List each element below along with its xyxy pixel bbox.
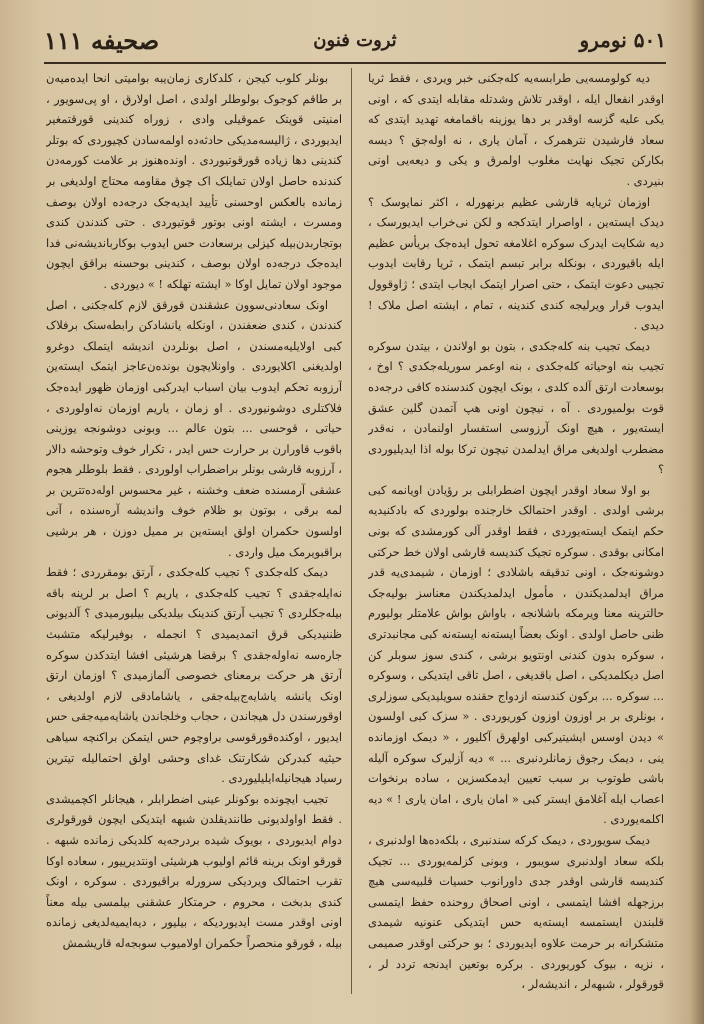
paragraph: بونلر کلوب کیجن ، کلدکاری زمان‌یبه بوامیتی انحا ایده‌میه‌ن بر طاقم کوجوک بولوطلر اولدی ، اصل اولارق ، او پی‌سویور ، امنیتی قویتک عموقیلی وادی ، زوراه کندینی قورقتمغیر ایدیوردی ، ژالیسه‌مدیکی حادثه‌ده اولمه‌سادن کچیوردی که بوتلر کندینی دها زیاده قورقوتیوردی . اونده‌هنوز بر علامت کورمه‌دن کندنده حاصل اولان تمایلک اک چوق مقاومه محتاج اولدیغی بر زمانده بالعکس اوحسنی تأیید ایدیه‌جک درجه‌ده اولان بوصف ومسرت ، ایشته اونی بوتور قوتیوردی . حتی کندندن کندی بوتجاربدن‌بیله کیزلی برسعادت حس ایدوب بوکارباندیشه‌نی فدا ایده‌جک درجه‌ده اولان بوصف ، کندینی بوحسنه براقق ایچون موجود اولان تمایل اوکا « ایشته تهلکه ! » دیوردی . — [46, 71, 342, 291]
page-header — [44, 26, 666, 66]
paragraph: اوزمان ثریایه قارشی عظیم برنهورله ، اکثر نمایوسک ؟ دیدک ایسته‌ین ، اواصرار ایتدکجه و لکن نی‌خراب ایدیورسک ، دیه شکایت ایدرک سوکره اغلامغه تحول ایده‌جک بریأس عظیم ایله باقیوردی ، بونکله برابر تبسم ایتمک ، ثریا رقابت ایدوب تجیبی دعوت ایتمک ، حتی اصرار ایتمک ایجاب ایتدی ؛ ژاوقوول ایدوب قرار ویرلیجه کندی کندینه ، تمام ، ایشته اصل ملاک ! دیدی . — [368, 194, 664, 333]
page-edge-shadow — [690, 0, 704, 1024]
paragraph: بو اولا سعاد اوقدر ایچون اضطرابلی بر رؤیادن اویانمه کبی برشی اولدی . اوقدر احتمالک خارجنده بولوردی که بادکنیدیه حکم ایتمک ایسته‌یوردی ، فقط اوقدر آلی کورمشدی که بونی امکانی بوقدی . سوکره تجیک کندیسه قارشی اولان خط حرکتی دوشونه‌جک ، اونی تدقیقه باشلادی ؛ اوزمان ، شیمدی‌یه قدر مراق ایدلمدیکندن ، مأمول ایدلمدیکندن معناسز بولیه‌جک حالترینه معنا ویرمکه باشلانجه ، باواش بواش علامتلر بولیورم ظنی حاصل اولدی . اونک بعضاً ایسته‌نه ایسته‌نه کبی مجانبدتری ، سوکره بدون کندنی اونتویو برشی ، کندی سوز سوبلر کن اصل دیکلمدیکی ، اصل باقدیغی ، اصل تاقی ایتدیکی ، وسوکره ... سوکره ... برکون کندسنه ازدواج حقنده سویلیدیکی سوزلری ، بونلری بر بر اوزون اوزون کوریوردی . « سزک کبی اولسون » دیدن اوسس ایشیتیرکبی اولهرق آکلیور ، « دیمک اوزمانده ینی ، دیمک رجوق زمانلردنبری ... » دیه آزلیرک سوکره آلیله باشی طوتوب بر سبب تعیین ایدمکسزین ، ساده برنخوات اعصاب ایله آغلامق ایستر کبی « امان یاری ، امان یاری ! » دیه اکلمه‌یوردی . — [368, 482, 664, 827]
paragraph: دیه کولومسه‌یی طرابسه‌یه کله‌جکنی خبر ویردی ، فقط ثریا اوقدر انفعال ایله ، اوقدر تلاش وشدتله مقابله ایتدی که ، اونی یکی علیه گزسه اوقدر بر دها یوزینه باقمامغه تهدید ایتدی که سعاد فارشیدن نترهمرک ، آمان یاری ، نه اوله‌جق ؟ دیسه بکارکن تجیک نهایت مغلوب اولمرق و یکی و دیعه‌یی اونی بنیردی . — [368, 71, 664, 188]
issue-number: ۵۰۱ نومرو — [579, 28, 666, 52]
paragraph: دیمک سویوردی ، دیمک کرکه سندنبری ، بلکه‌ده‌ها اولدنبری ، بلکه سعاد اولدنبری سویبور ، وبونی کزلمه‌یوردی ... تجیک کندیسه قارشی اوقدر جدی داورانوب حسیات قلبیه‌سی هیچ برزجهله افشا ایتمسی ، اونی اصحاق روحنده حفظ ایتمسی قلبندن ایستمسه ایسته‌یه حس ایتدیکی عنونیه شیمدی متشکرانه بر حرمت علاوه ایدیوردی ؛ بو حرکتی اوقدر صمیمی ، نزیه ، بیوک کوریوردی . برکره بوتعین ایدنجه تردد لر ، قورقولر ، شبهه‌لر ، اندیشه‌لر ، — [368, 832, 664, 992]
paragraph: اونک سعادنی‌سوون عشقندن قورقق لازم کله‌جکنی ، اصل کندندن ، کندی ضعفندن ، اونکله یانشادکن رابطه‌سنک برفلاک کبی اولایلیه‌مسندن ، اصل بونلردن اندیشه ایتملک دوغرو اولدیغنی اکلایوردی . واونلایچون بونده‌ن‌عاجز ایتمک ایسته‌ین آرزوبه تحکم ایدوب بیان اسباب ایدرکبی اوزمان ظهور ایده‌جک فلاکتلری دوشونیوردی . او زمان ، یاریم اوزمان نه‌اولوردی ، حیاتی ، قوحسی ... بتون عالم ... وبونی دوشونجه یوزینی باقوب قاورارن بر حرارت حس ایدر ، تکرار خوف وتوحشه دالار ، آرزوبه قارشی بونلر براضطراب اولوردی . فقط بلوطلر هجوم عشقی آرمسنده ضعف وخشنه ، غیر محسوس اوله‌ده‌تترین بر لمه برقی ، بوتون بو ظلام خوف واندیشه آره‌سنده ، آنی اولسون حکمران اولق ایسته‌ین بر ممیل دوزن ، هر برشیی براقبویرمک میل واردی . — [46, 297, 342, 559]
paragraph: دیمک کله‌جکدی ؟ تجیب کله‌جکدی ، آرتق بومقرردی ؛ فقط نه‌ایله‌جقدی ؟ تجیب کله‌جکدی ، یاریم ؟ اصل بر لرینه باقه بیله‌جکلر‌دی ؟ تجیب آرتق کندینک بیلدیکی بیلیورمیدی ؟ آلدیونی ظننیدیکی قرق اتمدیمیدی ؟ انجمله ، بوفیرلیکه متشبث جاره‌سه نه‌اوله‌جقدی ؟ برقضا هرشیئی افشا ایتدکدن سوکره آرتق هر حرکت برمعنای خصوصی آلمازمیدی ؟ اوزمان ارتق اونک یانشه یاشایه‌ج‌بیله‌جقی ، یاشامادقی لازم اولدیغی ، اوقورسندن دل هیجاندن ، حجاب وخلجاندن یاشایه‌میه‌جقی حس ایدیور ، اوکنده‌قورقوسی براوچوم حس ایتمکن براکنچه سیاهی حیثیه کبدرکن شکارتنک غدای وحشی اولق احتمالیله تیترین رسیاد هیجانیله‌ایلیلیوردی . — [46, 565, 342, 786]
text-column-left — [46, 68, 342, 994]
page-number: صحیفه ۱۱۱ — [44, 26, 160, 55]
journal-title: ثروت فنون — [313, 30, 397, 51]
header-rule — [44, 62, 666, 64]
paragraph: دیمک تجیب بنه کله‌جکدی ، بتون بو اولاندن ، بیتدن سوکره تجیب بنه اوحیاته کله‌جکدی ، بنه اوعمر سوریله‌جکدی ؟ اوخ ، بوسعادت ارتق آلده کلدی ، بونک ایچون کندسنده کافی درجه‌ده قوت بولمیوردی . آه ، نیچون اونی هپ آتمدن گلین عشق ایسته‌یور ، هیچ اونک آرزوسی استفسار اولنمادن ، نه‌قدر مضطرب اولدیغی مراق ایدلمدن تیچون ترکا بوله اذا ایدیلیوردی ؟ — [368, 338, 664, 477]
paragraph: تجیب ایچونده بوکونلر عینی اضطرابلر ، هیجانلر اکچمیشدی . فقط اواولدیونی طانندیقلدن شبهه ایتدیکی ایچون قورقولری دوام ایدیوردی ، بویوک شیده بردرجه‌یه کلدیکی زمانده شبهه . قورقو اونک برینه قائم اولیوب هرشیئی اونتدیرییور ، سعاده اوکا تقرب احتمالک ویردیکی سرورله براقیوردی . سوکره ، اونک کندی بدبخت ، محروم ، حرمتکار عشقنی بیلمسی بیله معناً اونی اوقدر مست ایدیوردیکه ، بیلیور ، دیه‌ایمیه‌لدیغی زمانده بیله ، قورقو منحصراً حکمران اولامیوب سوبجه‌له قاریشمش — [46, 791, 342, 950]
column-divider — [351, 68, 352, 994]
text-column-right — [368, 68, 664, 994]
